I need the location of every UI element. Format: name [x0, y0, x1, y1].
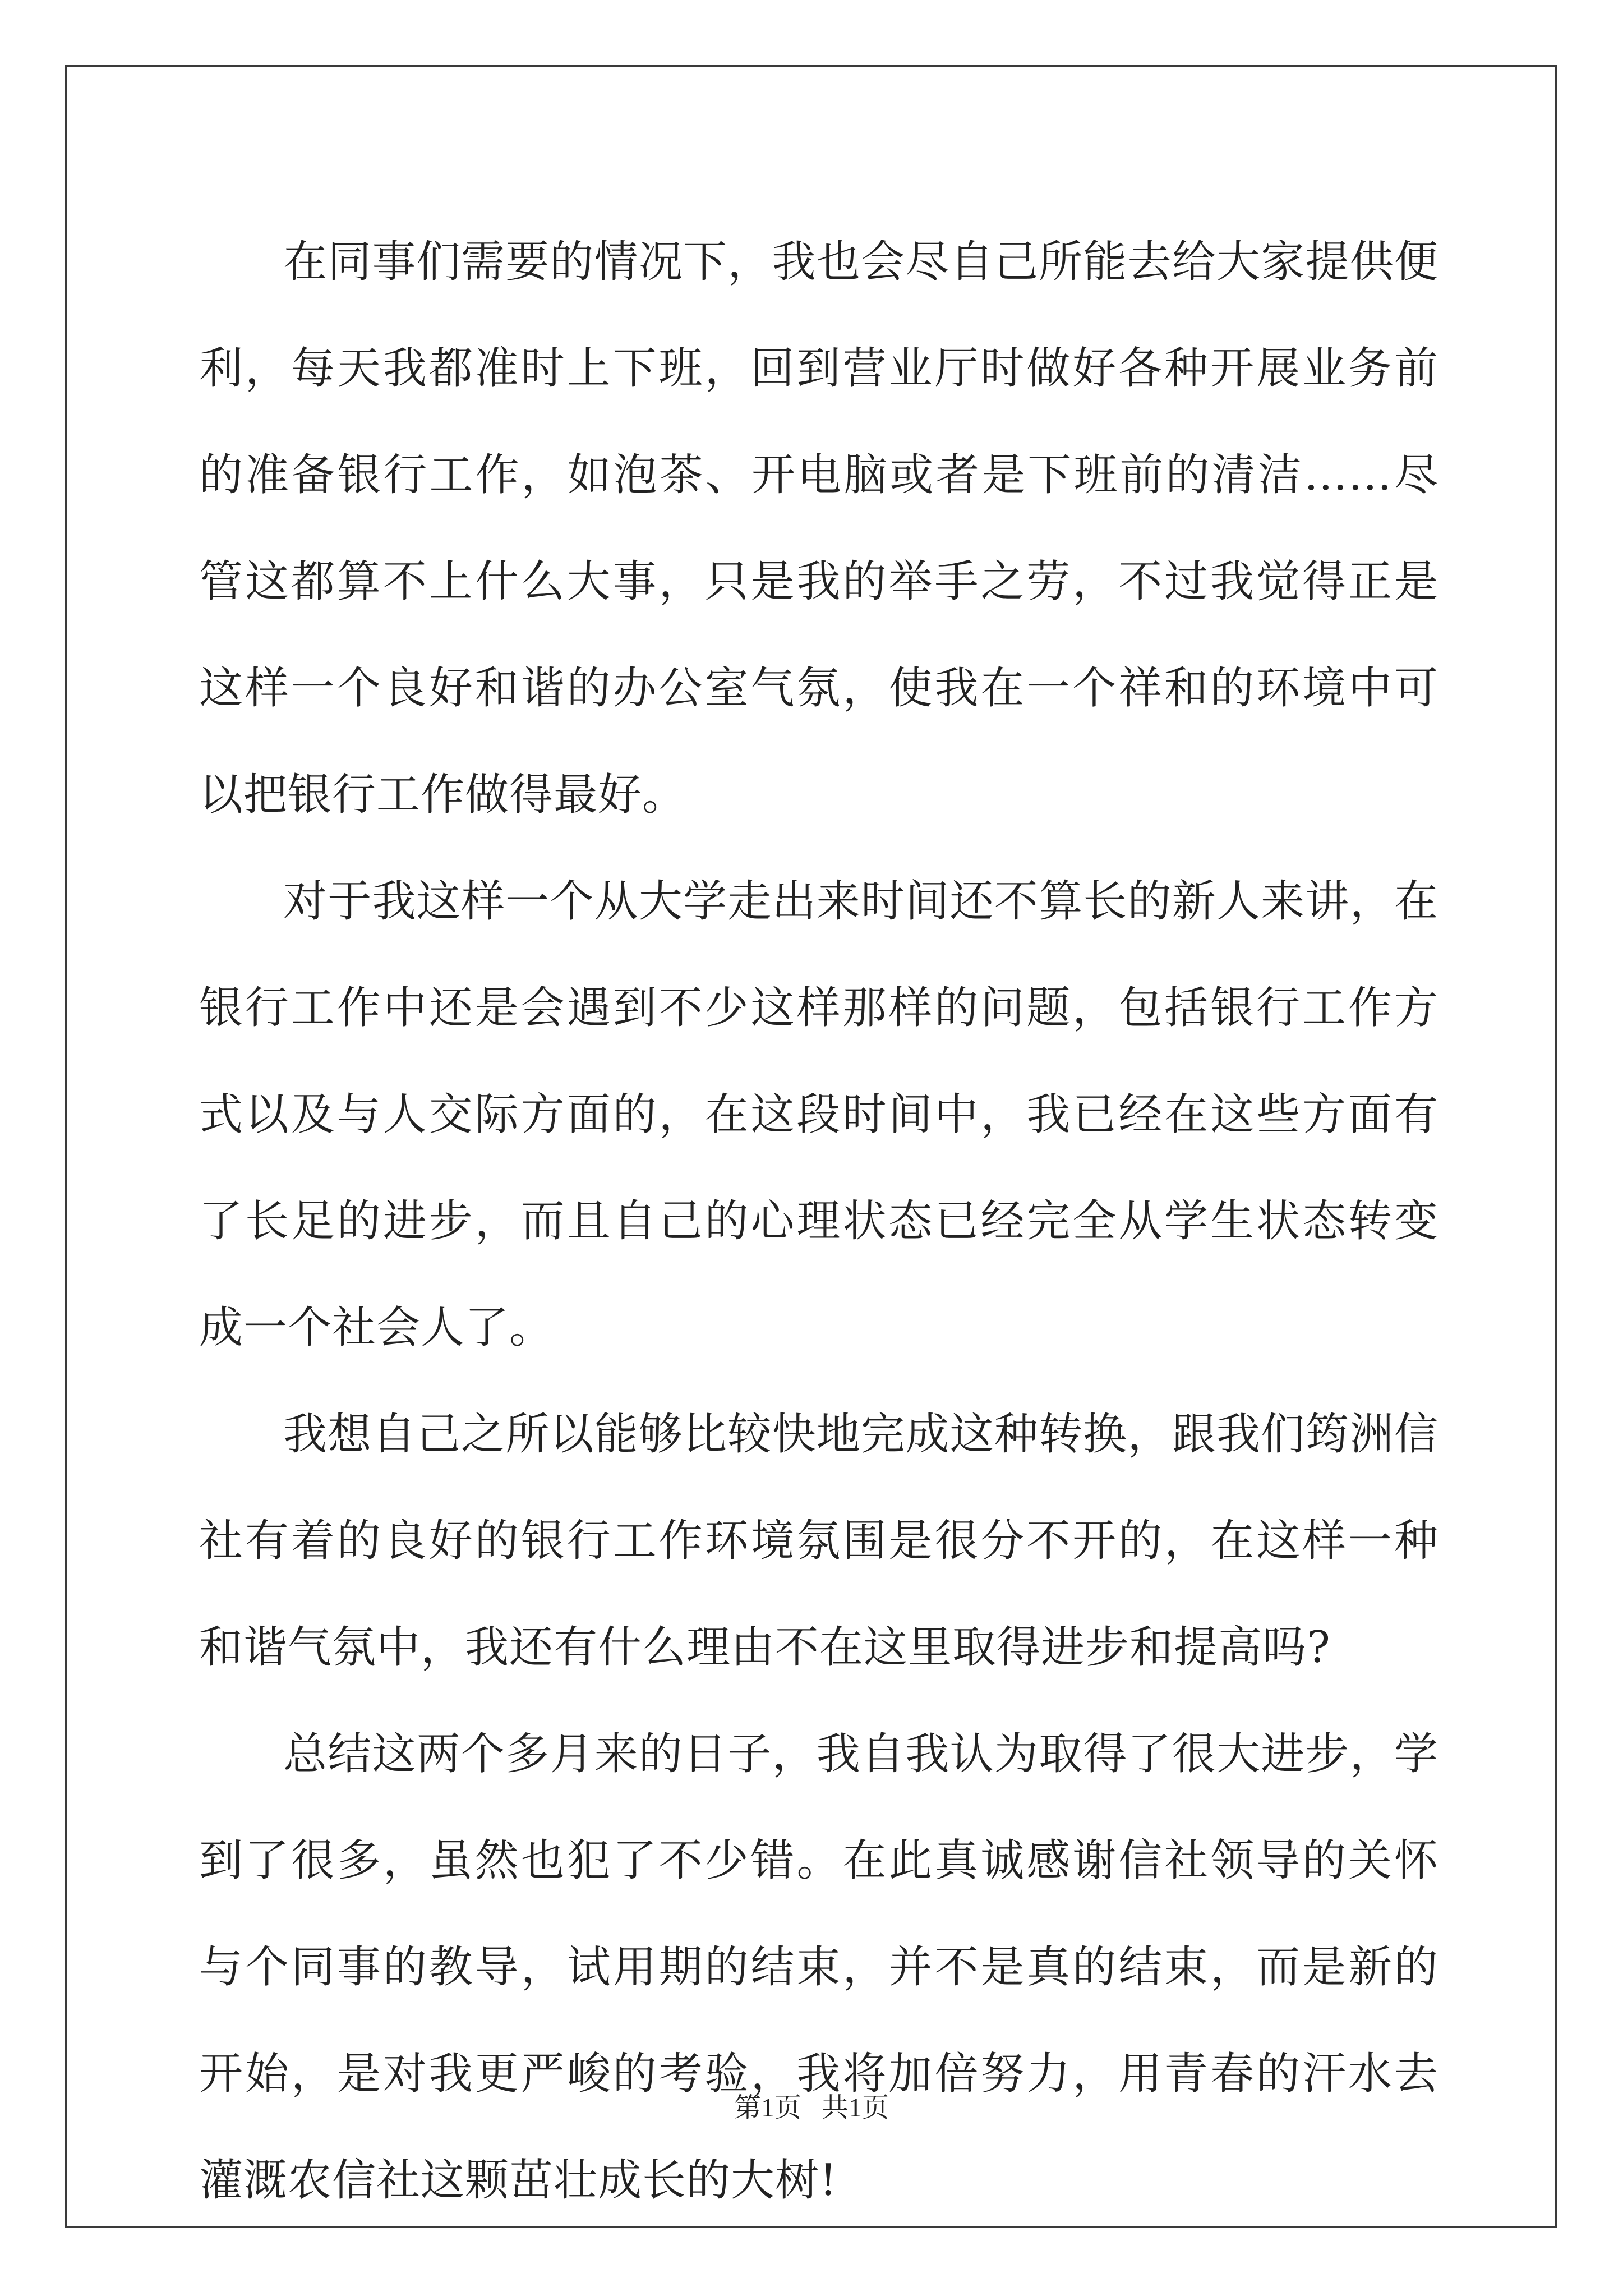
page-total: 共1页 — [822, 2093, 889, 2123]
page-footer — [0, 2091, 1623, 2125]
paragraph-2: 对于我这样一个从大学走出来时间还不算长的新人来讲，在银行工作中还是会遇到不少这样那样的问题，包括银行工作方式以及与人交际方面的，在这段时间中，我已经在这些方面有了长足的进步，而且自己的心理状态已经完全从学生状态转变成一个社会人了。 — [199, 876, 1438, 1353]
paragraph-1: 在同事们需要的情况下，我也会尽自己所能去给大家提供便利，每天我都准时上下班，回到营业厅时做好各种开展业务前的准备银行工作，如泡茶、开电脑或者是下班前的清洁……尽管这都算不上什么大事，只是我的举手之劳，不过我觉得正是这样一个良好和谐的办公室气氛，使我在一个祥和的环境中可以把银行工作做得最好。 — [199, 237, 1438, 820]
page-number: 第1页 — [734, 2093, 801, 2123]
paragraph-3: 我想自己之所以能够比较快地完成这种转换，跟我们筠洲信社有着的良好的银行工作环境氛围是很分不开的，在这样一种和谐气氛中，我还有什么理由不在这里取得进步和提高吗? — [199, 1409, 1438, 1673]
document-body — [199, 209, 1438, 2234]
paragraph-4: 总结这两个多月来的日子，我自我认为取得了很大进步，学到了很多，虽然也犯了不少错。在此真诚感谢信社领导的关怀与个同事的教导，试用期的结束，并不是真的结束，而是新的开始，是对我更严峻的考验，我将加倍努力，用青春的汗水去灌溉农信社这颗茁壮成长的大树! — [199, 1729, 1438, 2206]
